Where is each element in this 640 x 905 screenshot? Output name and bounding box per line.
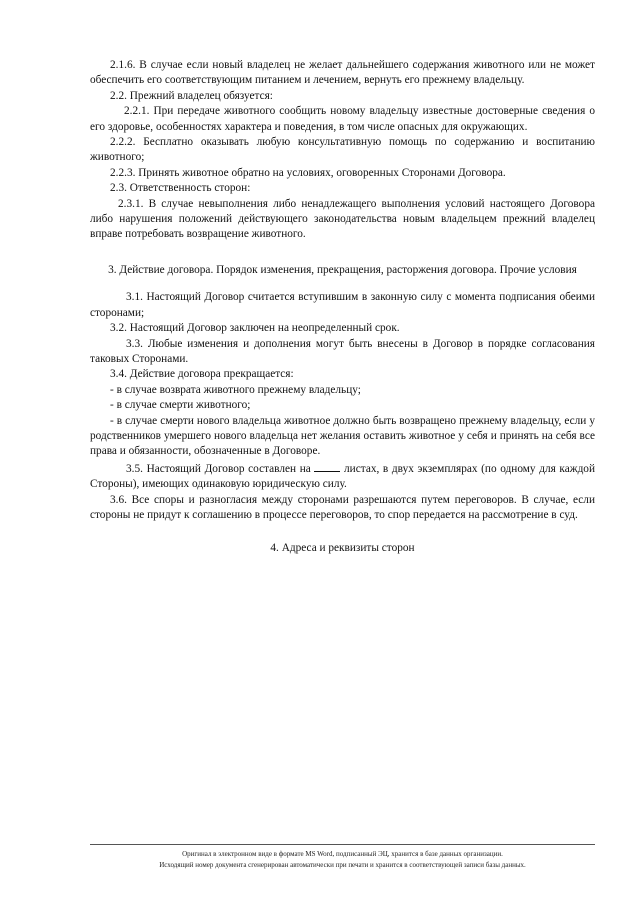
clause-2-2-1: 2.2.1. При передаче животного сообщить новому владельцу известные достоверные сведения о его здоровье, особенностях характера и поведения, в том числе опасных для окружающих.: [90, 105, 595, 133]
clause-2-3: 2.3. Ответственность сторон:: [110, 182, 251, 195]
clause-3-5-text-end: листах, в двух экземплярах (по одному для каждой Стороны), имеющих одинаковую юридическую силу.: [90, 462, 596, 491]
page-footer: [90, 844, 595, 871]
clause-2-1-6: 2.1.6. В случае если новый владелец не желает дальнейшего содержания животного или не может обеспечить его соответствующим питанием и лечением, вернуть его прежнему владельцу.: [90, 59, 595, 87]
section-4-heading: 4. Адреса и реквизиты сторон: [270, 542, 415, 555]
clause-2-2-2: 2.2.2. Бесплатно оказывать любую консультативную помощь по содержанию и воспитанию животного;: [90, 136, 595, 164]
clause-3-3: 3.3. Любые изменения и дополнения могут быть внесены в Договор в порядке согласования таковых Сторонами.: [90, 337, 595, 365]
section-3-heading: 3. Действие договора. Порядок изменения, прекращения, расторжения договора. Прочие условия: [108, 263, 577, 276]
clause-2-2: 2.2. Прежний владелец обязуется:: [110, 89, 273, 102]
clause-2-3-1: 2.3.1. В случае невыполнения либо ненадлежащего выполнения условий настоящего Договора либо нарушения положений действующего законодательства новым владельцем прежний владелец вправе потребовать возвращение животного.: [90, 197, 595, 241]
clause-3-4: 3.4. Действие договора прекращается:: [110, 368, 294, 381]
blank-field: [314, 460, 340, 472]
clause-3-2: 3.2. Настоящий Договор заключен на неопределенный срок.: [110, 322, 400, 335]
clause-3-1: 3.1. Настоящий Договор считается вступившим в законную силу с момента подписания обеими сторонами;: [90, 291, 595, 319]
clause-2-2-3: 2.2.3. Принять животное обратно на условиях, оговоренных Сторонами Договора.: [110, 166, 506, 179]
footer-line-2: Исходящий номер документа сгенерирован автоматически при печати и хранится в соответствующей записи базы данных.: [159, 861, 526, 869]
spacer: [90, 278, 595, 290]
clause-3-4-item-owner-death: - в случае смерти нового владельца животное должно быть возвращено прежнему владельцу, если у родственников умершего нового владельца нет желания оставить животное у себя и принять на себя все права и обязанности, обозначенные в Договоре.: [90, 414, 595, 458]
document-body: [90, 58, 595, 557]
clause-3-4-item-death: - в случае смерти животного;: [110, 399, 251, 412]
clause-3-4-item-return: - в случае возврата животного прежнему владельцу;: [110, 383, 361, 396]
clause-3-6: 3.6. Все споры и разногласия между сторонами разрешаются путем переговоров. В случае, если стороны не придут к соглашению в процессе переговоров, то спор передается на рассмотрение в суд.: [90, 493, 595, 521]
clause-3-5: [90, 460, 595, 493]
clause-3-5-text-start: 3.5. Настоящий Договор составлен на: [126, 462, 311, 475]
footer-line-1: Оригинал в электронном виде в формате MS Word, подписанный ЭЦ, хранится в базе данных организации.: [182, 850, 503, 858]
